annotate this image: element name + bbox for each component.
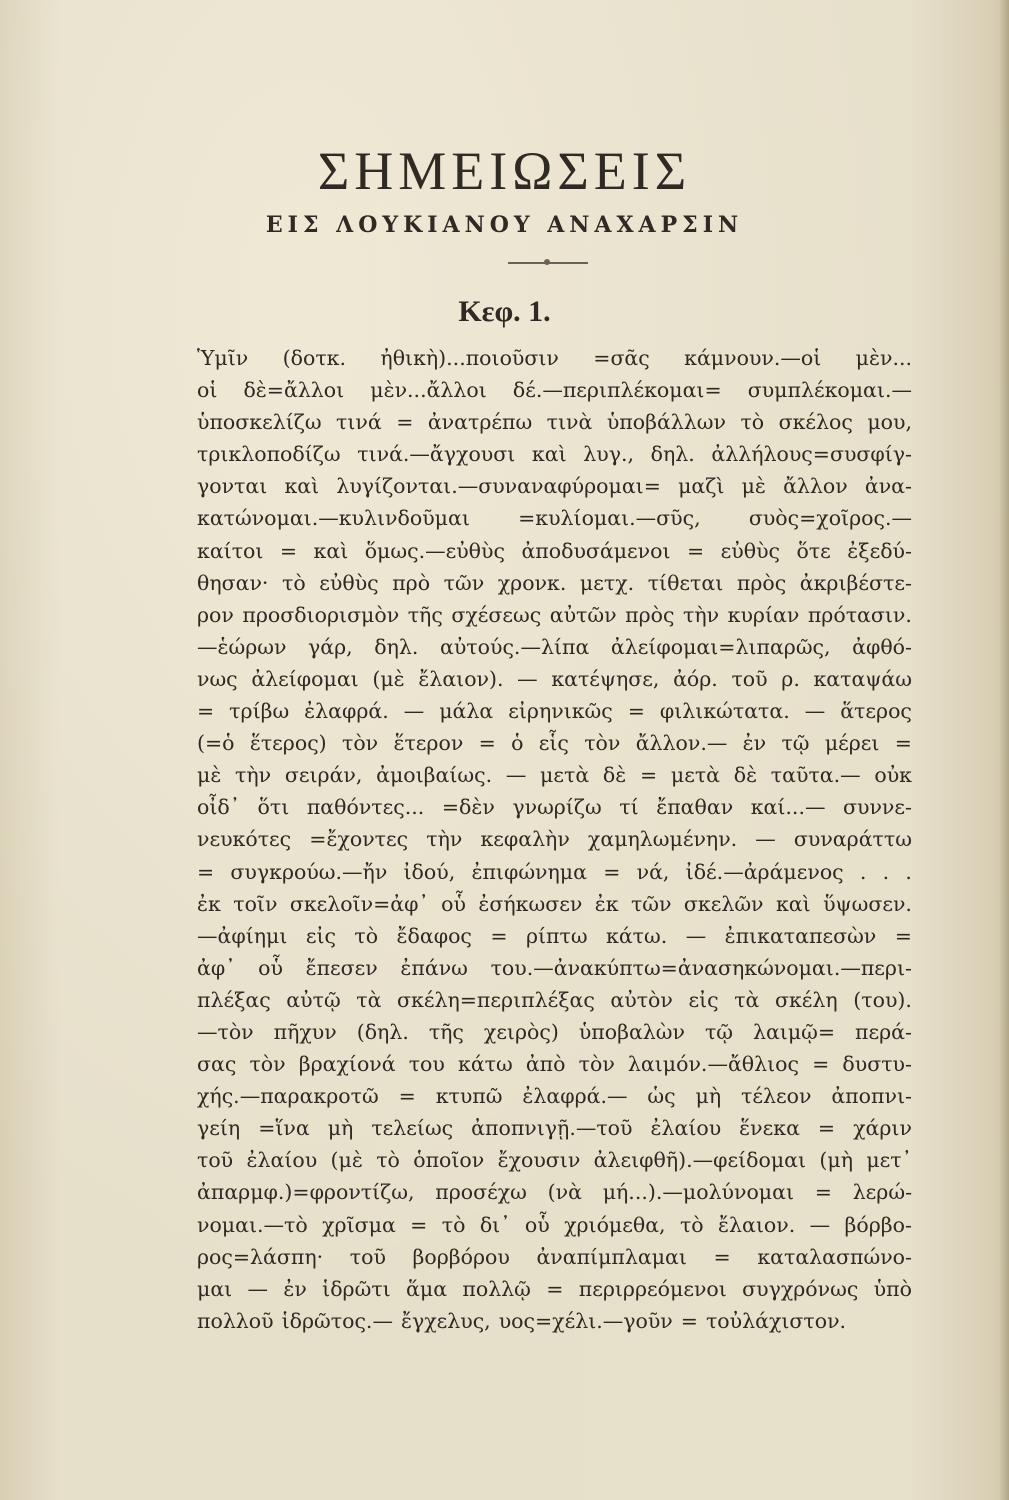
word: κυρίαν (727, 602, 800, 627)
word: =ἔχοντες (309, 827, 409, 852)
word: (του). (853, 987, 912, 1012)
text-line (197, 1273, 912, 1305)
word: — (403, 699, 425, 724)
word: ἐξεδύ- (847, 538, 912, 563)
word: πρὸς (736, 570, 787, 595)
word: τινά (336, 410, 382, 435)
word: μετὰ (670, 763, 721, 788)
divider-ornament (508, 262, 588, 264)
word: ἐλαφρά.— (522, 1084, 628, 1109)
word: ἀπαρμφ.)=φροντίζω, (197, 1180, 415, 1205)
text-line (197, 1305, 912, 1337)
word: κατώνομαι.—κυλινδοῦμαι (197, 506, 470, 531)
word: τινά.—ἄγχουσι (357, 442, 516, 467)
word: τινὰ (546, 410, 593, 435)
word: τὰ (734, 987, 760, 1012)
word: ἀπὸ (525, 1052, 566, 1077)
word: σκέλη (774, 987, 838, 1012)
word: μὲν...ἄλλοι (370, 378, 487, 403)
word: τοὐλάχιστον. (705, 1308, 847, 1333)
word: ὅτε (796, 538, 831, 563)
word: συγκρούω.—ἤν (230, 859, 388, 884)
text-line (197, 663, 912, 695)
word: τίθεται (647, 570, 724, 595)
word: ἐκ (594, 891, 619, 916)
word: = (279, 538, 298, 563)
text-line (197, 342, 912, 374)
word: = (197, 859, 215, 884)
chapter-heading: Κεφ. 1. (458, 295, 551, 328)
word: οἱ (197, 378, 218, 403)
word: συγχρόνως (742, 1276, 859, 1301)
word: (μὲ (372, 666, 405, 691)
word: τὸν (342, 731, 379, 756)
page-subtitle: ΕΙΣ ΛΟΥΚΙΑΝΟΥ ΑΝΑΧΑΡΣΙΝ (265, 212, 744, 238)
word: μὲν... (855, 346, 912, 370)
word: τὸν (584, 731, 621, 756)
word: ἔλαιον. (718, 1212, 796, 1237)
word: ἀμοιβαίως. (376, 763, 493, 788)
word: = (687, 538, 705, 563)
word: τρικλοποδίζω (197, 442, 341, 467)
word: ἐλαίου (650, 1116, 722, 1141)
word: Ὑμῖν (197, 346, 249, 370)
word: προσέχω (435, 1180, 527, 1205)
word: —τὸν (197, 1019, 254, 1044)
word: ρ. (781, 666, 800, 691)
word: ἐκ (197, 891, 221, 916)
word: ἕνεκα (739, 1116, 800, 1141)
word: συμπλέκομαι.— (747, 378, 912, 403)
word: ἀναπίμπλαμαι (536, 1244, 687, 1269)
word: ἔλαιον). (418, 666, 504, 691)
word: ἕτερον (393, 731, 464, 756)
word: λαιμόν.—ἄθλιος (627, 1052, 799, 1077)
word: κάμνουν.—οἱ (684, 346, 822, 370)
word: ὅμως.—εὐθὺς (364, 538, 505, 563)
word: μὴ (695, 1084, 722, 1109)
word: τῆς (407, 602, 443, 627)
word: — (809, 1212, 831, 1237)
word: =κυλίομαι.—σῦς, (518, 506, 701, 531)
word: = (814, 1180, 832, 1205)
text-line (197, 1144, 912, 1176)
word: = (478, 731, 496, 756)
word: — (804, 699, 826, 724)
word: ἀποπνι- (831, 1084, 912, 1109)
word: ἄλλον (783, 474, 848, 499)
word: τῶν (443, 570, 485, 595)
word: λαιμῷ= (752, 1019, 836, 1044)
word: βορβόρου (412, 1244, 510, 1269)
page-title: ΣΗΜΕΙΩΣΕΙΣ (317, 141, 692, 201)
word: τί (619, 795, 639, 820)
word: καὶ (775, 891, 811, 916)
word: μὲ (741, 474, 766, 499)
notes-body (197, 342, 912, 1337)
word: ἀφ᾽ (197, 955, 236, 980)
word: νως (197, 666, 238, 691)
word: τῆς (428, 1019, 464, 1044)
word: μετ᾽ (866, 1148, 912, 1173)
word: σκέλος (778, 410, 853, 435)
word: λυγίζονται.—συναναφύρομαι= (336, 474, 661, 499)
word: χρῖσμα (322, 1212, 396, 1237)
word: τὸ (679, 1212, 704, 1237)
word: βραχίονά (298, 1052, 396, 1077)
word: τοῦ (731, 666, 768, 691)
word: πρότασιν. (807, 602, 912, 627)
text-line (197, 406, 912, 438)
word: δὲ (602, 763, 627, 788)
word: τῶν (630, 891, 672, 916)
word: δὲ (733, 763, 758, 788)
word: βόρβο- (844, 1212, 912, 1237)
word: ἀόρ. (673, 666, 718, 691)
word: (δηλ. (356, 1019, 409, 1044)
word: τὸν (578, 1052, 615, 1077)
text-line (197, 1209, 912, 1241)
word: ἔπεσεν (305, 955, 378, 980)
word: παθόντες... (306, 795, 425, 820)
text-line (197, 438, 912, 470)
word: οὗ (441, 891, 466, 916)
word: οἶδ᾽ (197, 795, 240, 820)
word: γνωρίζω (512, 795, 602, 820)
text-line (197, 1176, 912, 1208)
word: ἀλείφομαι (251, 666, 359, 691)
word: ἀνα- (864, 474, 912, 499)
word: ὑπὸ (873, 1276, 912, 1301)
word: μὴ (327, 1116, 354, 1141)
word: ὅτι (257, 795, 290, 820)
word: = (546, 1276, 564, 1301)
word: τὴν (235, 763, 272, 788)
word: ἀκριβέστε- (799, 570, 912, 595)
word: =ἵνα (258, 1116, 310, 1141)
text-line (197, 727, 912, 759)
word: ἐν (283, 1276, 307, 1301)
word: χειρὸς) (483, 1019, 559, 1044)
word: περιρρεόμενοι (578, 1276, 727, 1301)
word: του (408, 1052, 445, 1077)
word: (μὲ (330, 1148, 363, 1173)
word: δηλ. (650, 442, 695, 467)
word: (νὰ (547, 1180, 582, 1205)
word: εἰς (305, 923, 336, 948)
word: συναράττω (793, 827, 912, 852)
word: ἀλειφθῆ).—φείδομαι (593, 1148, 807, 1173)
word: — (755, 827, 776, 852)
word: δι᾽ (479, 1212, 511, 1237)
word: λυγ., (583, 442, 634, 467)
word: ὕψωσεν. (823, 891, 912, 916)
word: καίτοι (197, 538, 264, 563)
word: τὸ (740, 410, 765, 435)
word: — (517, 666, 538, 691)
word: καί...— (750, 795, 826, 820)
word: = (410, 1212, 428, 1237)
word: λερώ- (852, 1180, 912, 1205)
text-line (197, 823, 912, 855)
word: εἰς (688, 987, 719, 1012)
word: ρίπτω (525, 923, 588, 948)
word: τρίβω (229, 699, 290, 724)
word: . (905, 859, 912, 884)
word: = (490, 923, 508, 948)
word: τὸν (249, 1052, 286, 1077)
text-line (197, 695, 912, 727)
text-line (197, 888, 912, 920)
word: σας (197, 1052, 237, 1077)
text-line (197, 535, 912, 567)
word: = (894, 731, 912, 756)
word: — (685, 923, 707, 948)
word: ἔπαθαν (656, 795, 734, 820)
text-line (197, 631, 912, 663)
word: σκέλη=περιπλέξας (397, 987, 595, 1012)
word: οὐκ (874, 763, 912, 788)
text-line (197, 791, 912, 823)
word: τοῦ (197, 1148, 234, 1173)
word: εἷς (538, 731, 569, 756)
word: = (398, 1084, 416, 1109)
text-line (197, 1016, 912, 1048)
word: = (812, 1052, 830, 1077)
text-line (197, 599, 912, 631)
text-line (197, 502, 912, 534)
word: = (603, 859, 621, 884)
word: αὐτῷ (286, 987, 341, 1012)
word: . (859, 859, 867, 884)
word: =σᾶς (593, 346, 650, 370)
word: = (197, 699, 215, 724)
text-line (197, 1241, 912, 1273)
word: πλέξας (197, 987, 271, 1012)
word: γονται (197, 474, 268, 499)
word: σκελοῖν=ἀφ᾽ (289, 891, 429, 916)
word: = (627, 699, 645, 724)
word: ρος=λάσπη· (197, 1244, 324, 1269)
word: —ἑώρων (197, 634, 287, 659)
word: τὸ (376, 1148, 400, 1173)
word: τὸ (282, 570, 306, 595)
word: πολλοῦ (197, 1308, 274, 1333)
word: ἰδέ.—ἀράμενος (685, 859, 844, 884)
word: ἅτερος (840, 699, 912, 724)
text-line (197, 567, 912, 599)
word: τελείως (371, 1116, 454, 1141)
word: ἀλείφομαι=λιπαρῶς, (610, 634, 831, 659)
word: τὸ (441, 1212, 466, 1237)
word: καὶ (313, 538, 349, 563)
text-line (197, 470, 912, 502)
word: τέλεον (741, 1084, 812, 1109)
word: καὶ (284, 474, 320, 499)
word: = (894, 923, 912, 948)
word: προσδιορισμὸν (242, 602, 400, 627)
word: τὰ (356, 987, 382, 1012)
word: εὐθὺς (720, 538, 781, 563)
word: — (247, 1276, 269, 1301)
word: μαι (197, 1276, 233, 1301)
word: σειράν, (284, 763, 363, 788)
word: φιλικώτατα. (659, 699, 790, 724)
word: (=ὁ (197, 731, 235, 756)
word: τῷ (704, 1019, 733, 1044)
word: δέ.—περιπλέκομαι= (512, 378, 722, 403)
word: μή...).—μολύνομαι (602, 1180, 794, 1205)
text-line (197, 984, 912, 1016)
word: αὐτὸν (610, 987, 673, 1012)
word: πολλῷ (462, 1276, 531, 1301)
word: χάριν (853, 1116, 912, 1141)
word: κάτω (458, 1052, 513, 1077)
word: ἐσήκωσεν (478, 891, 583, 916)
word: γείη (197, 1116, 241, 1141)
word: = (713, 1244, 731, 1269)
word: μετχ. (579, 570, 635, 595)
word: ρον (197, 602, 234, 627)
word: (μὴ (819, 1148, 853, 1173)
text-line (197, 1112, 912, 1144)
text-line (197, 759, 912, 791)
word: ἐν (742, 731, 767, 756)
word: μαζὶ (678, 474, 725, 499)
word: ἐπιφώνημα (471, 859, 587, 884)
word: συὸς=χοῖρος.— (748, 506, 912, 531)
word: χριόμεθα, (564, 1212, 666, 1237)
word: ἐπικαταπεσὼν (724, 923, 877, 948)
text-line (197, 1080, 912, 1112)
word: = (817, 1116, 836, 1141)
word: χρονκ. (497, 570, 567, 595)
word: τὸ (354, 923, 379, 948)
word: κεφαλὴν (480, 827, 570, 852)
word: = (680, 1308, 698, 1333)
word: υος=χέλι.—γοῦν (498, 1308, 673, 1333)
word: ταῦτα.— (770, 763, 861, 788)
word: θησαν· (197, 570, 269, 595)
word: ἐλαφρά. (304, 699, 389, 724)
word: ἀποδυσάμενοι (521, 538, 671, 563)
word: κτυπῶ (435, 1084, 503, 1109)
word: . (882, 859, 890, 884)
word: ἠθικὴ)...ποιοῦσιν (380, 346, 559, 370)
word: δηλ. (374, 634, 419, 659)
word: πρὸς (625, 602, 675, 627)
word: περά- (855, 1019, 912, 1044)
word: ὁποῖον (413, 1148, 485, 1173)
word: (δοτκ. (282, 346, 347, 370)
word: ἰδού, (403, 859, 456, 884)
word: συννε- (843, 795, 912, 820)
word: κάτω. (606, 923, 668, 948)
word: ἀλλήλους=συσφίγ- (711, 442, 912, 467)
word: πῆχυν (273, 1019, 337, 1044)
word: δυστυ- (842, 1052, 912, 1077)
word: νευκότες (197, 827, 292, 852)
word: οὗ (524, 1212, 550, 1237)
word: νά, (636, 859, 670, 884)
word: ἕτερος) (249, 731, 327, 756)
text-line (197, 374, 912, 406)
word: ἐπάνω (400, 955, 468, 980)
word: μὲ (197, 763, 222, 788)
word: ἱδρῶτος.— (281, 1308, 393, 1333)
word: πρὸ (392, 570, 431, 595)
word: νομαι.—τὸ (197, 1212, 308, 1237)
word: γάρ, (308, 634, 353, 659)
word: σκελῶν (683, 891, 764, 916)
word: τοῦ (349, 1244, 386, 1269)
word: ἱδρῶτι (322, 1276, 391, 1301)
word: ἔγχελυς, (400, 1308, 491, 1333)
word: τῷ (781, 731, 810, 756)
word: ὑποσκελίζω (197, 410, 322, 435)
word: μετὰ (540, 763, 590, 788)
word: του.—ἀνακύπτω=ἀνασηκώνομαι.—περι- (490, 955, 912, 980)
word: = (639, 763, 658, 788)
word: δὲ=ἄλλοι (243, 378, 345, 403)
word: = (396, 410, 414, 435)
text-line (197, 856, 912, 888)
word: μέρει (824, 731, 880, 756)
text-line (197, 952, 912, 984)
word: ἀφθό- (852, 634, 912, 659)
word: μάλα (439, 699, 494, 724)
word: αὐτῶν (549, 602, 617, 627)
word: εὐθὺς (319, 570, 379, 595)
word: αὐτούς.—λίπα (440, 634, 590, 659)
word: οὗ (258, 955, 283, 980)
word: καὶ (531, 442, 567, 467)
word: μου, (867, 410, 912, 435)
word: τὴν (426, 827, 463, 852)
word: ἀνατρέπω (427, 410, 533, 435)
word: =δὲν (441, 795, 495, 820)
word: ὁ (511, 731, 524, 756)
word: —ἀφίημι (197, 923, 288, 948)
word: ὡς (647, 1084, 676, 1109)
text-line (197, 920, 912, 952)
word: εἰρηνικῶς (508, 699, 613, 724)
word: τὴν (683, 602, 720, 627)
word: ἄλλον.— (635, 731, 728, 756)
word: ἐλαίου (246, 1148, 318, 1173)
word: ἀποπνιγῇ.—τοῦ (471, 1116, 633, 1141)
word: ἔχουσιν (497, 1148, 581, 1173)
word: — (505, 763, 527, 788)
word: χής.—παρακροτῶ (197, 1084, 379, 1109)
word: σχέσεως (451, 602, 542, 627)
word: τοῖν (233, 891, 278, 916)
word: ὑποβαλὼν (578, 1019, 685, 1044)
word: καταλασπώνο- (757, 1244, 912, 1269)
word: ἔδαφος (396, 923, 472, 948)
word: χαμηλωμένην. (587, 827, 738, 852)
word: ἅμα (406, 1276, 448, 1301)
text-line (197, 1048, 912, 1080)
word: κατέψησε, (551, 666, 660, 691)
word: καταψάω (813, 666, 912, 691)
word: ὑποβάλλων (606, 410, 726, 435)
